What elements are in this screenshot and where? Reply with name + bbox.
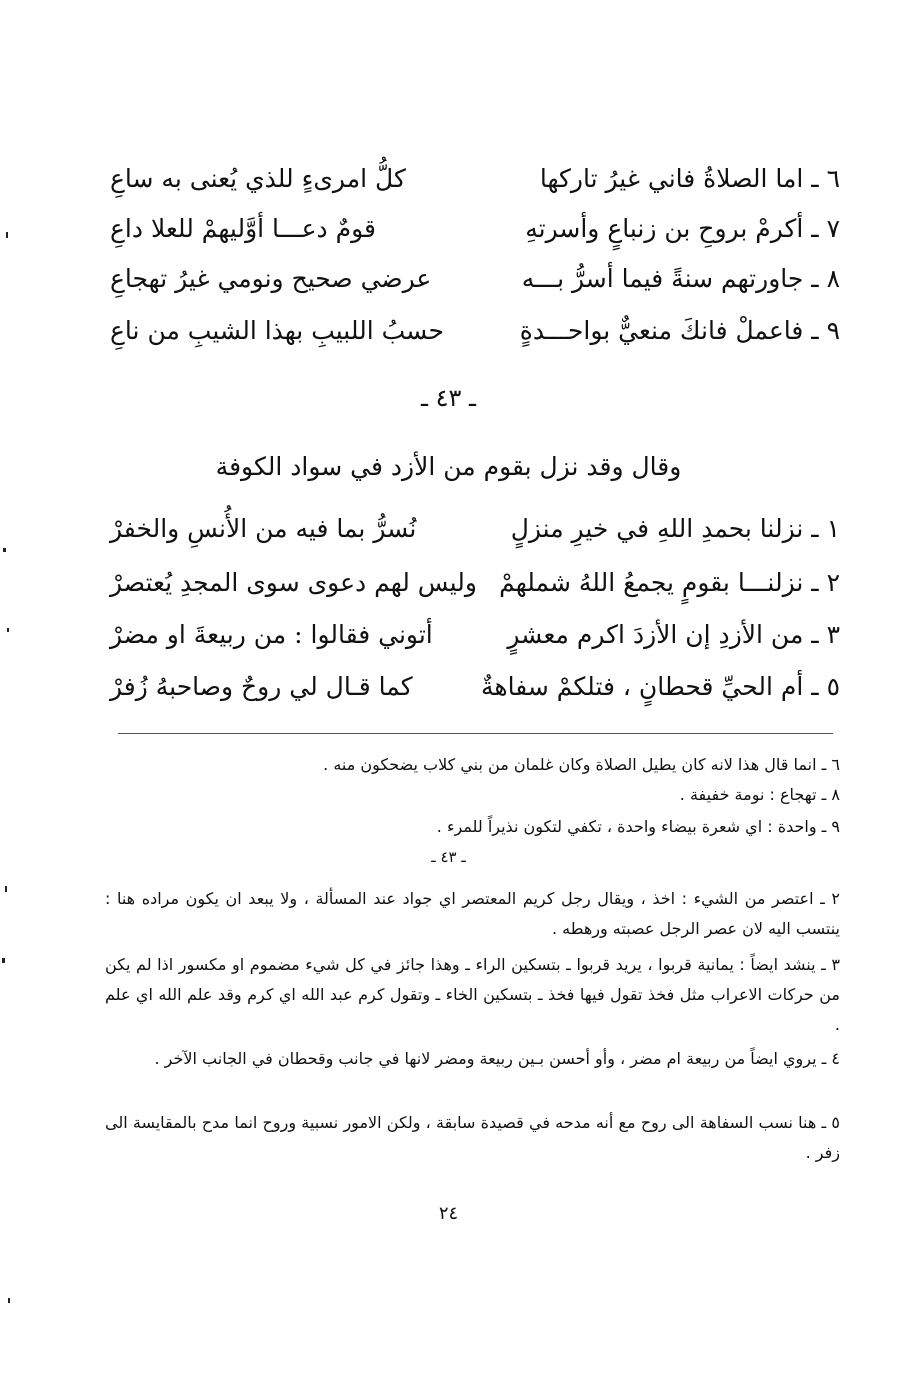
verse-first-hemistich: ١ ـ نزلنا بحمدِ اللهِ في خيرِ منزلٍ bbox=[510, 514, 840, 543]
footnote-top-9: ٩ ـ واحدة : اي شعرة بيضاء واحدة ، تكفي لتكون نذيراً للمرء . bbox=[436, 817, 840, 836]
verse-top-8 bbox=[110, 256, 840, 302]
scan-speck bbox=[7, 628, 9, 632]
verse-second-hemistich: قومٌ دعـــا أوَّليهمْ للعلا داعِ bbox=[110, 214, 376, 243]
verse-main-1 bbox=[110, 506, 840, 552]
verse-first-hemistich: ٣ ـ من الأزدِ إن الأزدَ اكرم معشرٍ bbox=[507, 620, 840, 649]
scan-speck bbox=[2, 958, 5, 963]
footnote-main-3: ٣ ـ ينشد ايضاً : يمانية قربوا ، يريد قربوا ـ بتسكين الراء ـ وهذا جائز في كل شيء مضموم او مكسور اذا لم يكن من حركات الاعراب مثل فخذ تقول فيها فخذ ـ بتسكين الخاء ـ وتقول كرم عبد الله اي كرم وقد علم الله اي علم . bbox=[105, 955, 840, 1034]
verse-first-hemistich: ٢ ـ نزلنـــا بقومٍ يجمعُ اللهُ شملهمْ bbox=[499, 568, 840, 597]
verse-top-7 bbox=[110, 206, 840, 252]
scan-speck bbox=[8, 1298, 10, 1303]
footnote-divider bbox=[118, 733, 833, 734]
scan-speck bbox=[5, 886, 7, 892]
verse-second-hemistich: كما قـال لي روحٌ وصاحبهُ زُفرْ bbox=[110, 672, 413, 701]
scan-speck bbox=[3, 548, 6, 552]
verse-top-6 bbox=[110, 156, 840, 202]
verse-first-hemistich: ٥ ـ أم الحيِّ قحطانٍ ، فتلكمْ سفاهةٌ bbox=[480, 672, 840, 701]
verse-top-9 bbox=[110, 308, 840, 354]
footnote-top-6: ٦ ـ انما قال هذا لانه كان يطيل الصلاة وكان غلمان من بني كلاب يضحكون منه . bbox=[323, 755, 840, 774]
footnote-main-4: ٤ ـ يروي ايضاً من ربيعة ام مضر ، وأو أحسن بـين ربيعة ومضر لانها في جانب وقحطان في الجانب الآخر . bbox=[154, 1049, 840, 1068]
poem-heading: وقال وقد نزل بقوم من الأزد في سواد الكوفة bbox=[215, 452, 682, 481]
poem-number: ـ ٤٣ ـ bbox=[420, 384, 477, 412]
footnote-top-8: ٨ ـ تهجاع : نومة خفيفة . bbox=[679, 785, 840, 804]
verse-first-hemistich: ٧ ـ أكرمْ بروحِ بن زنباعٍ وأسرتهِ bbox=[525, 214, 840, 243]
verse-second-hemistich: وليس لهم دعوى سوى المجدِ يُعتصرْ bbox=[110, 568, 477, 597]
verse-main-3 bbox=[110, 612, 840, 658]
scan-speck bbox=[6, 232, 8, 238]
verse-main-5 bbox=[110, 664, 840, 710]
footnote-main-5: ٥ ـ هنا نسب السفاهة الى روح مع أنه مدحه في قصيدة سابقة ، ولكن الامور نسبية وروح انما مدح بالمقايسة الى زفر . bbox=[105, 1113, 840, 1162]
verse-first-hemistich: ٩ ـ فاعملْ فانكَ منعيٌّ بواحـــدةٍ bbox=[519, 316, 840, 345]
footnote-main-2: ٢ ـ اعتصر من الشيء : اخذ ، ويقال رجل كريم المعتصر اي جواد عند المسألة ، ولا يبعد ان يكون مراده هنا : ينتسب اليه لان عصر الرجل عصبته ورهطه . bbox=[105, 889, 840, 938]
verse-second-hemistich: كلُّ امرىءٍ للذي يُعنى به ساعِ bbox=[110, 164, 406, 193]
verse-first-hemistich: ٦ ـ اما الصلاةُ فاني غيرُ تاركها bbox=[539, 164, 840, 193]
verse-first-hemistich: ٨ ـ جاورتهم سنةً فيما أسرُّ بـــه bbox=[521, 264, 840, 293]
verse-second-hemistich: نُسرُّ بما فيه من الأُنسِ والخفرْ bbox=[110, 514, 417, 543]
verse-second-hemistich: عرضي صحيح ونومي غيرُ تهجاعِ bbox=[110, 264, 432, 293]
footnote-poem-number: ـ ٤٣ ـ bbox=[431, 848, 466, 866]
verse-main-2 bbox=[110, 560, 840, 606]
verse-second-hemistich: حسبُ اللبيبِ بهذا الشيبِ من ناعِ bbox=[110, 316, 444, 345]
verse-second-hemistich: أتوني فقالوا : من ربيعةَ او مضرْ bbox=[110, 620, 433, 649]
page-number: ٢٤ bbox=[438, 1203, 459, 1224]
